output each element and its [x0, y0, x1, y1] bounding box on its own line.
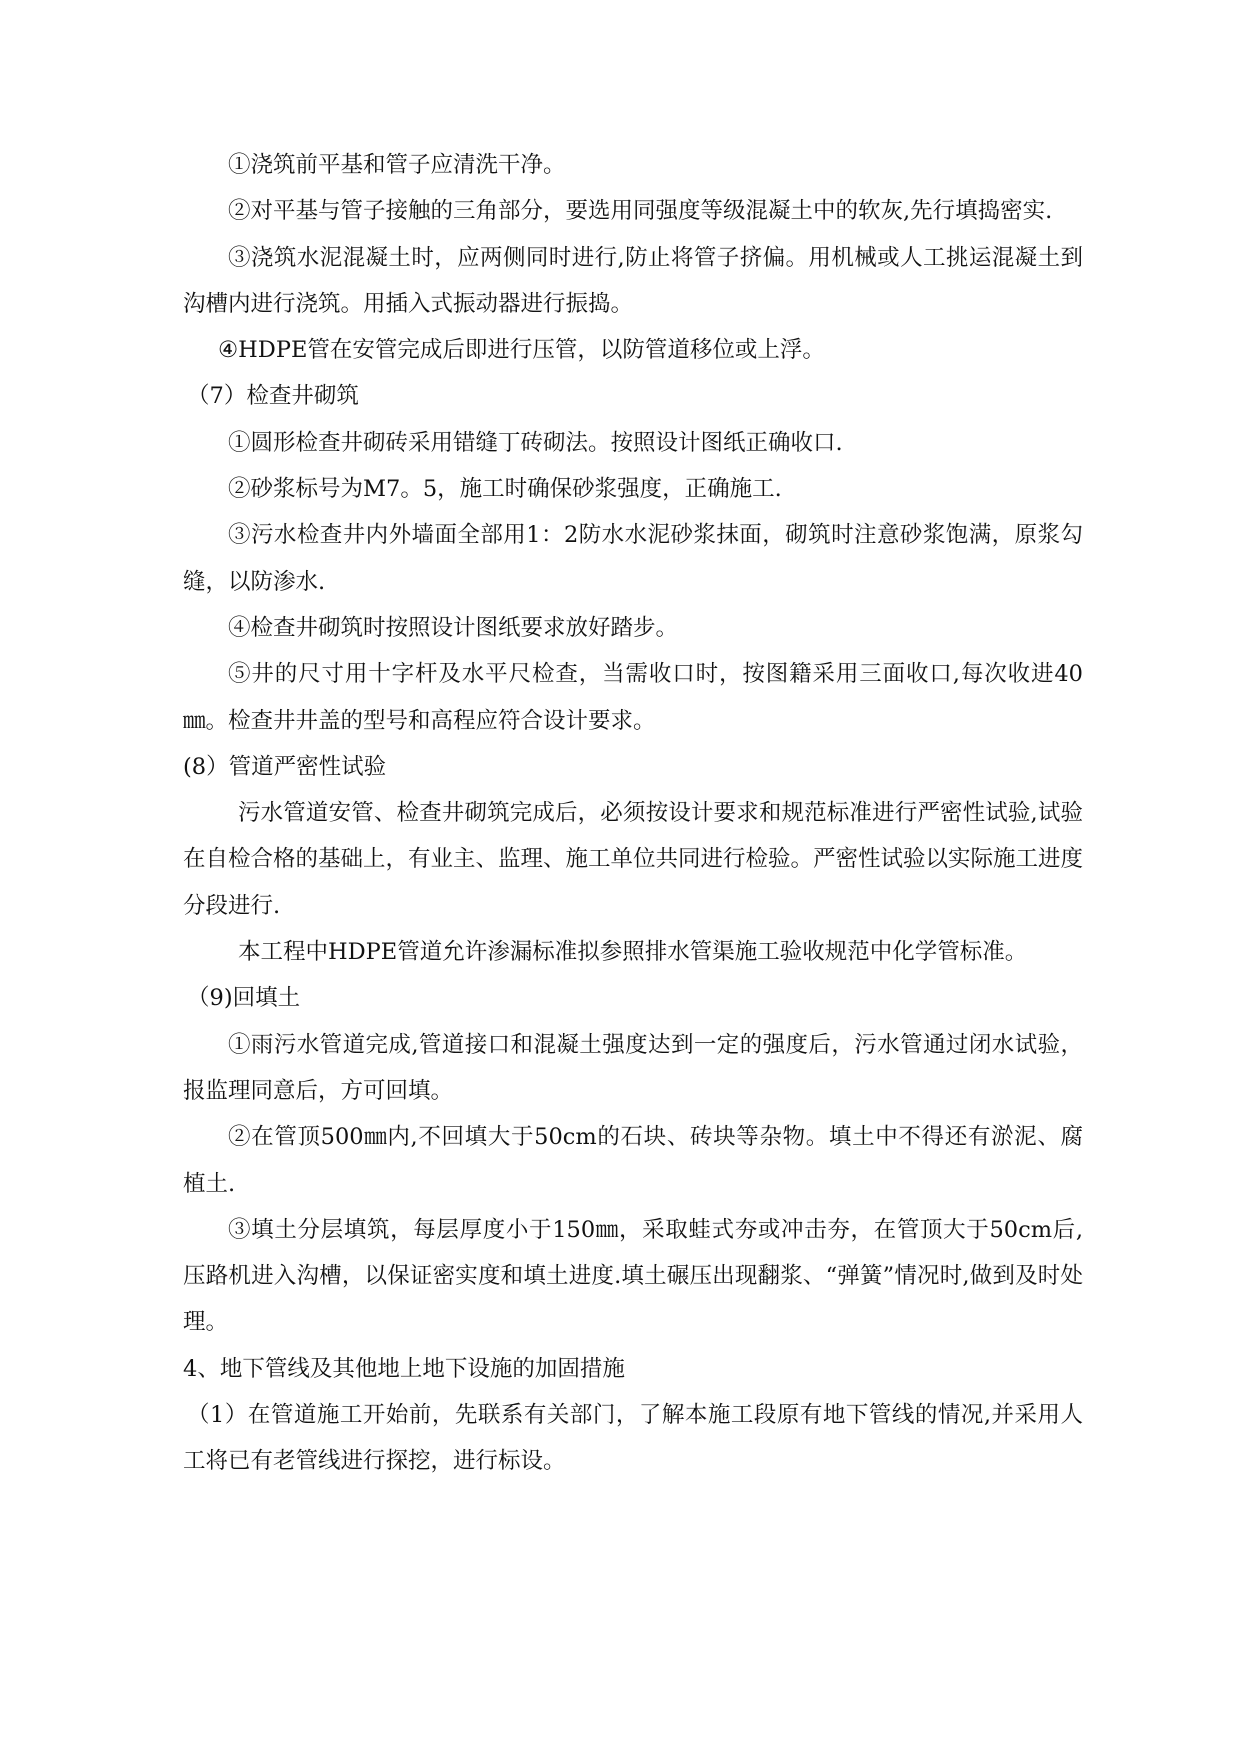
paragraph-hdpe-standard: 本工程中HDPE管道允许渗漏标准拟参照排水管渠施工验收规范中化学管标准。	[238, 939, 1028, 966]
paragraph-concrete-pouring: ③浇筑水泥混凝土时，应两侧同时进行,防止将管子挤偏。用机械或人工挑运混凝土到沟槽内进行浇筑。用插入式振动器进行振捣。	[183, 244, 1083, 317]
heading-manhole-masonry: （7）检查井砌筑	[187, 383, 359, 410]
paragraph-manhole-size: ⑤井的尺寸用十字杆及水平尺检查，当需收口时，按图籍采用三面收口,每次收进40㎜。检查井井盖的型号和高程应符合设计要求。	[183, 661, 1083, 734]
paragraph-hdpe-pressing: ④HDPE管在安管完成后即进行压管，以防管道移位或上浮。	[218, 337, 825, 364]
paragraph-pour-cleaning: ①浇筑前平基和管子应清洗干净。	[228, 152, 566, 178]
paragraph-backfill-condition: ①雨污水管道完成,管道接口和混凝土强度达到一定的强度后，污水管通过闭水试验，报监理同意后，方可回填。	[183, 1031, 1083, 1104]
heading-tightness-test: (8）管道严密性试验	[183, 753, 387, 780]
document-body	[183, 142, 1083, 1485]
paragraph-brick-method: ①圆形检查井砌砖采用错缝丁砖砌法。按照设计图纸正确收口.	[228, 429, 843, 456]
paragraph-backfill-debris: ②在管顶500㎜内,不回填大于50cm的石块、砖块等杂物。填土中不得还有淤泥、腐植土.	[183, 1124, 1083, 1197]
heading-backfill: （9)回填土	[187, 985, 301, 1012]
paragraph-wall-plastering: ③污水检查井内外墙面全部用1：2防水水泥砂浆抹面，砌筑时注意砂浆饱满，原浆勾缝，以防渗水.	[183, 522, 1083, 595]
paragraph-mortar-grade: ②砂浆标号为M7。5，施工时确保砂浆强度，正确施工.	[228, 476, 782, 503]
heading-utility-protection: 4、地下管线及其他地上地下设施的加固措施	[183, 1355, 625, 1382]
paragraph-triangle-fill: ②对平基与管子接触的三角部分，要选用同强度等级混凝土中的软灰,先行填捣密实.	[228, 198, 1053, 225]
paragraph-utility-survey: （1）在管道施工开始前，先联系有关部门，了解本施工段原有地下管线的情况,并采用人工将已有老管线进行探挖，进行标设。	[183, 1402, 1083, 1475]
paragraph-backfill-layers: ③填土分层填筑，每层厚度小于150㎜，采取蛙式夯或冲击夯，在管顶大于50cm后,压路机进入沟槽，以保证密实度和填土进度.填土碾压出现翻浆、“弹簧”情况时,做到及时处理。	[183, 1216, 1083, 1336]
paragraph-tightness-test: 污水管道安管、检查井砌筑完成后，必须按设计要求和规范标准进行严密性试验,试验在自检合格的基础上，有业主、监理、施工单位共同进行检验。严密性试验以实际施工进度分段进行.	[183, 800, 1084, 919]
paragraph-steps: ④检查井砌筑时按照设计图纸要求放好踏步。	[228, 614, 679, 641]
